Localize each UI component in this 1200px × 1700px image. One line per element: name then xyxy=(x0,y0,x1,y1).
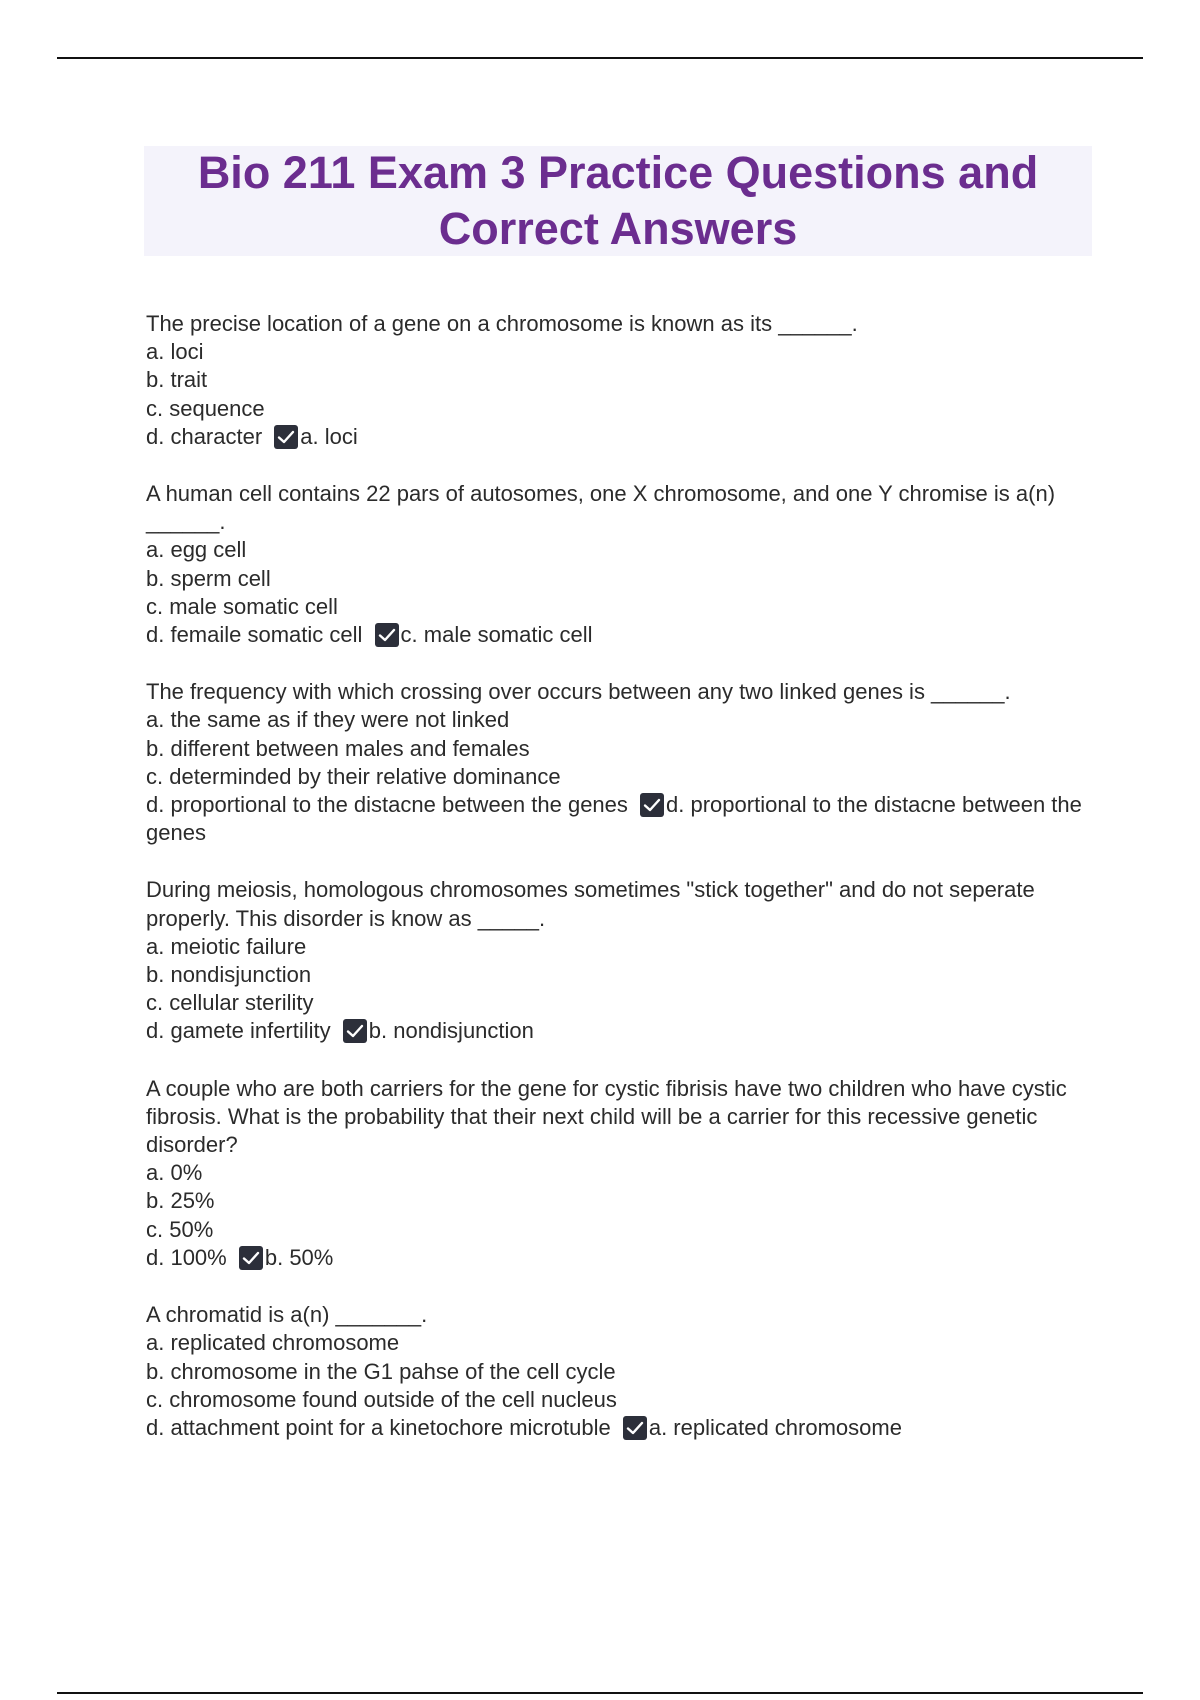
option-b: b. different between males and females xyxy=(146,735,530,761)
option-c: c. 50% xyxy=(146,1216,214,1242)
question-item xyxy=(146,1075,1096,1272)
option-b: b. trait xyxy=(146,367,208,393)
question-text: A couple who are both carriers for the gene for cystic fibrisis have two children who have cystic fibrosis. What is the probability that their next child will be a carrier for this recessive genetic disorder? xyxy=(146,1075,1067,1158)
option-a: a. loci xyxy=(146,339,204,365)
checkmark-icon xyxy=(640,793,664,817)
checkmark-icon xyxy=(239,1246,263,1270)
correct-answer: b. nondisjunction xyxy=(368,1018,534,1044)
bottom-rule xyxy=(57,1692,1143,1694)
checkmark-icon xyxy=(343,1019,367,1043)
option-a: a. the same as if they were not linked xyxy=(146,707,510,733)
option-c: c. determinded by their relative dominance xyxy=(146,763,561,789)
question-text: The precise location of a gene on a chromosome is known as its ______. xyxy=(146,311,858,336)
option-a: a. replicated chromosome xyxy=(146,1330,400,1356)
checkmark-icon xyxy=(274,425,298,449)
option-c: c. cellular sterility xyxy=(146,990,314,1016)
question-item xyxy=(146,1301,1096,1442)
correct-answer: d. proportional to the distacne between the genes xyxy=(146,792,1082,846)
option-d-with-answer xyxy=(146,621,1096,649)
question-item xyxy=(146,876,1096,1045)
question-list xyxy=(146,310,1096,1471)
option-d: d. 100% xyxy=(146,1244,227,1270)
correct-answer: b. 50% xyxy=(264,1244,334,1270)
option-d: d. character xyxy=(146,423,263,449)
option-a: a. 0% xyxy=(146,1160,203,1186)
correct-answer: a. replicated chromosome xyxy=(648,1414,902,1440)
option-d-with-answer xyxy=(146,1414,1096,1442)
question-text: A chromatid is a(n) _______. xyxy=(146,1302,428,1328)
option-d-with-answer xyxy=(146,1244,1096,1272)
option-c: c. chromosome found outside of the cell nucleus xyxy=(146,1386,617,1412)
correct-answer: c. male somatic cell xyxy=(400,622,593,648)
checkmark-icon xyxy=(375,623,399,647)
option-d: d. femaile somatic cell xyxy=(146,622,363,648)
option-d-with-answer xyxy=(146,791,1096,847)
option-d-with-answer xyxy=(146,1017,1096,1045)
option-b: b. 25% xyxy=(146,1188,215,1214)
question-text: During meiosis, homologous chromosomes sometimes "stick together" and do not seperate properly. This disorder is know as _____. xyxy=(146,877,1035,931)
correct-answer: a. loci xyxy=(300,423,358,449)
question-text: A human cell contains 22 pars of autosomes, one X chromosome, and one Y chromise is a(n) ______. xyxy=(146,481,1056,535)
option-d: d. proportional to the distacne between the genes xyxy=(146,792,628,818)
title-banner xyxy=(144,146,1092,256)
option-c: c. male somatic cell xyxy=(146,593,338,619)
option-b: b. nondisjunction xyxy=(146,962,312,988)
option-d-with-answer xyxy=(146,423,1096,451)
question-text: The frequency with which crossing over occurs between any two linked genes is ______. xyxy=(146,679,1011,705)
document-title: Bio 211 Exam 3 Practice Questions and Correct Answers xyxy=(197,147,1039,254)
option-b: b. chromosome in the G1 pahse of the cell cycle xyxy=(146,1358,616,1384)
option-d: d. attachment point for a kinetochore microtuble xyxy=(146,1414,611,1440)
option-d: d. gamete infertility xyxy=(146,1018,331,1044)
option-c: c. sequence xyxy=(146,395,265,421)
checkmark-icon xyxy=(623,1416,647,1440)
top-rule xyxy=(57,57,1143,59)
option-a: a. meiotic failure xyxy=(146,933,307,959)
question-item xyxy=(146,310,1096,451)
option-a: a. egg cell xyxy=(146,537,247,563)
question-item xyxy=(146,678,1096,847)
option-b: b. sperm cell xyxy=(146,565,271,591)
question-item xyxy=(146,480,1096,649)
